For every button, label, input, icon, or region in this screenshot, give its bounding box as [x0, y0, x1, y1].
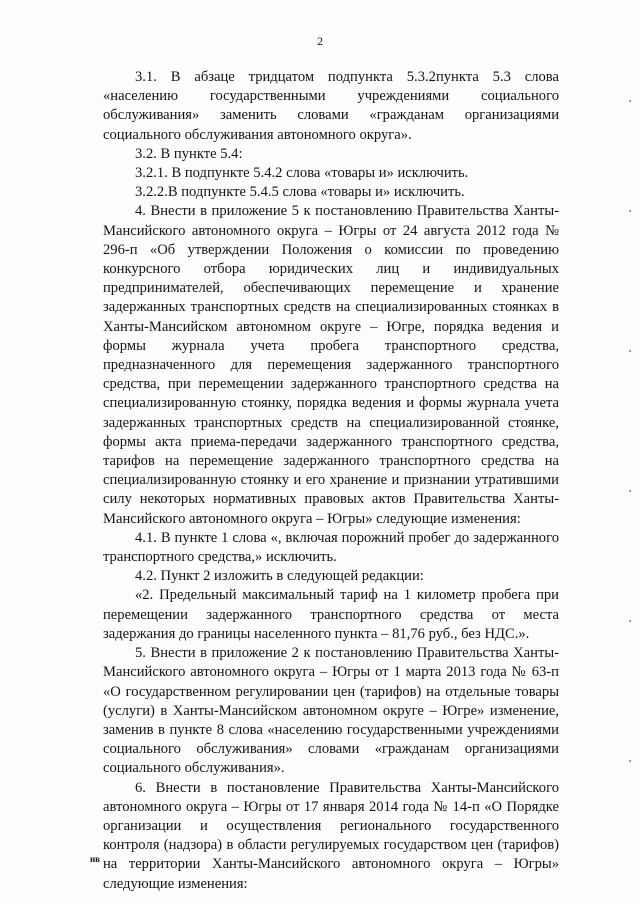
paragraph-3-1: 3.1. В абзаце тридцатом подпункта 5.3.2пункта 5.3 слова «населению государственными учреждениями социального обслуживания» заменить словами «гражданам организациями социального обслуживания автономного округа». — [103, 69, 559, 143]
paragraph-3-2-2: 3.2.2.В подпункте 5.4.5 слова «товары и» исключить. — [135, 184, 465, 201]
paragraph-4-1: 4.1. В пункте 1 слова «, включая порожний пробег до задержанного транспортного средства,» исключить. — [103, 529, 559, 566]
paragraph-4-2-text: «2. Предельный максимальный тариф на 1 километр пробега при перемещении задержанного транспортного средства от места задержания до границы населенного пункта – 81,76 руб., без НДС.». — [103, 587, 559, 642]
footer-initials: нв — [90, 854, 101, 864]
paragraph-3-2: 3.2. В пункте 5.4: — [135, 145, 243, 162]
paragraph-4: 4. Внести в приложение 5 к постановлению Правительства Ханты-Мансийского автономного округа – Югры от 24 августа 2012 года № 296-п «Об утверждении Положения о комиссии по проведению конкурсного отбора юридических лиц и индивидуальных предпринимателей, обеспечивающих перемещение и хранение задержанных транспортных средств на специализированных стоянках в Ханты-Мансийском автономном округе – Югре, порядка ведения и формы журнала учета пробега транспортного средства, предназначенного для перемещения задержанного транспортного средства, при перемещении задержанного транспортного средства на специализированную стоянку, порядка ведения и формы журнала учета задержанных транспортных средств на специализированной стоянке, формы акта приема-передачи задержанного транспортного средства, тарифов на перемещение задержанного транспортного средства на специализированную стоянку и его хранение и признании утратившими силу некоторых нормативных правовых актов Правительства Ханты-Мансийского автономного округа – Югры» следующие изменения: — [103, 203, 559, 527]
paragraph-6: 6. Внести в постановление Правительства Ханты-Мансийского автономного округа – Югры от 17 января 2014 года № 14-п «О Порядке организации и осуществления регионального государственного контроля (надзора) в области регулируемых государством цен (тарифов) на территории Ханты-Мансийского автономного округа – Югры» следующие изменения: — [103, 779, 559, 892]
paragraph-3-2-1: 3.2.1. В подпункте 5.4.2 слова «товары и» исключить. — [135, 165, 469, 182]
paragraph-4-2: 4.2. Пункт 2 изложить в следующей редакции: — [135, 568, 424, 585]
paragraph-5: 5. Внести в приложение 2 к постановлению Правительства Ханты-Мансийского автономного округа – Югры от 1 марта 2013 года № 63-п «О государственном регулировании цен (тарифов) на отдельные товары (услуги) в Ханты-Мансийском автономном округе – Югре» изменение, заменив в пункте 8 слова «населению государственными учреждениями социального обслуживания» словами «гражданам организациями социального обслуживания». — [103, 645, 559, 777]
document-body — [103, 68, 559, 894]
page-number: 2 — [317, 34, 323, 48]
scan-edge-marks — [629, 60, 632, 840]
